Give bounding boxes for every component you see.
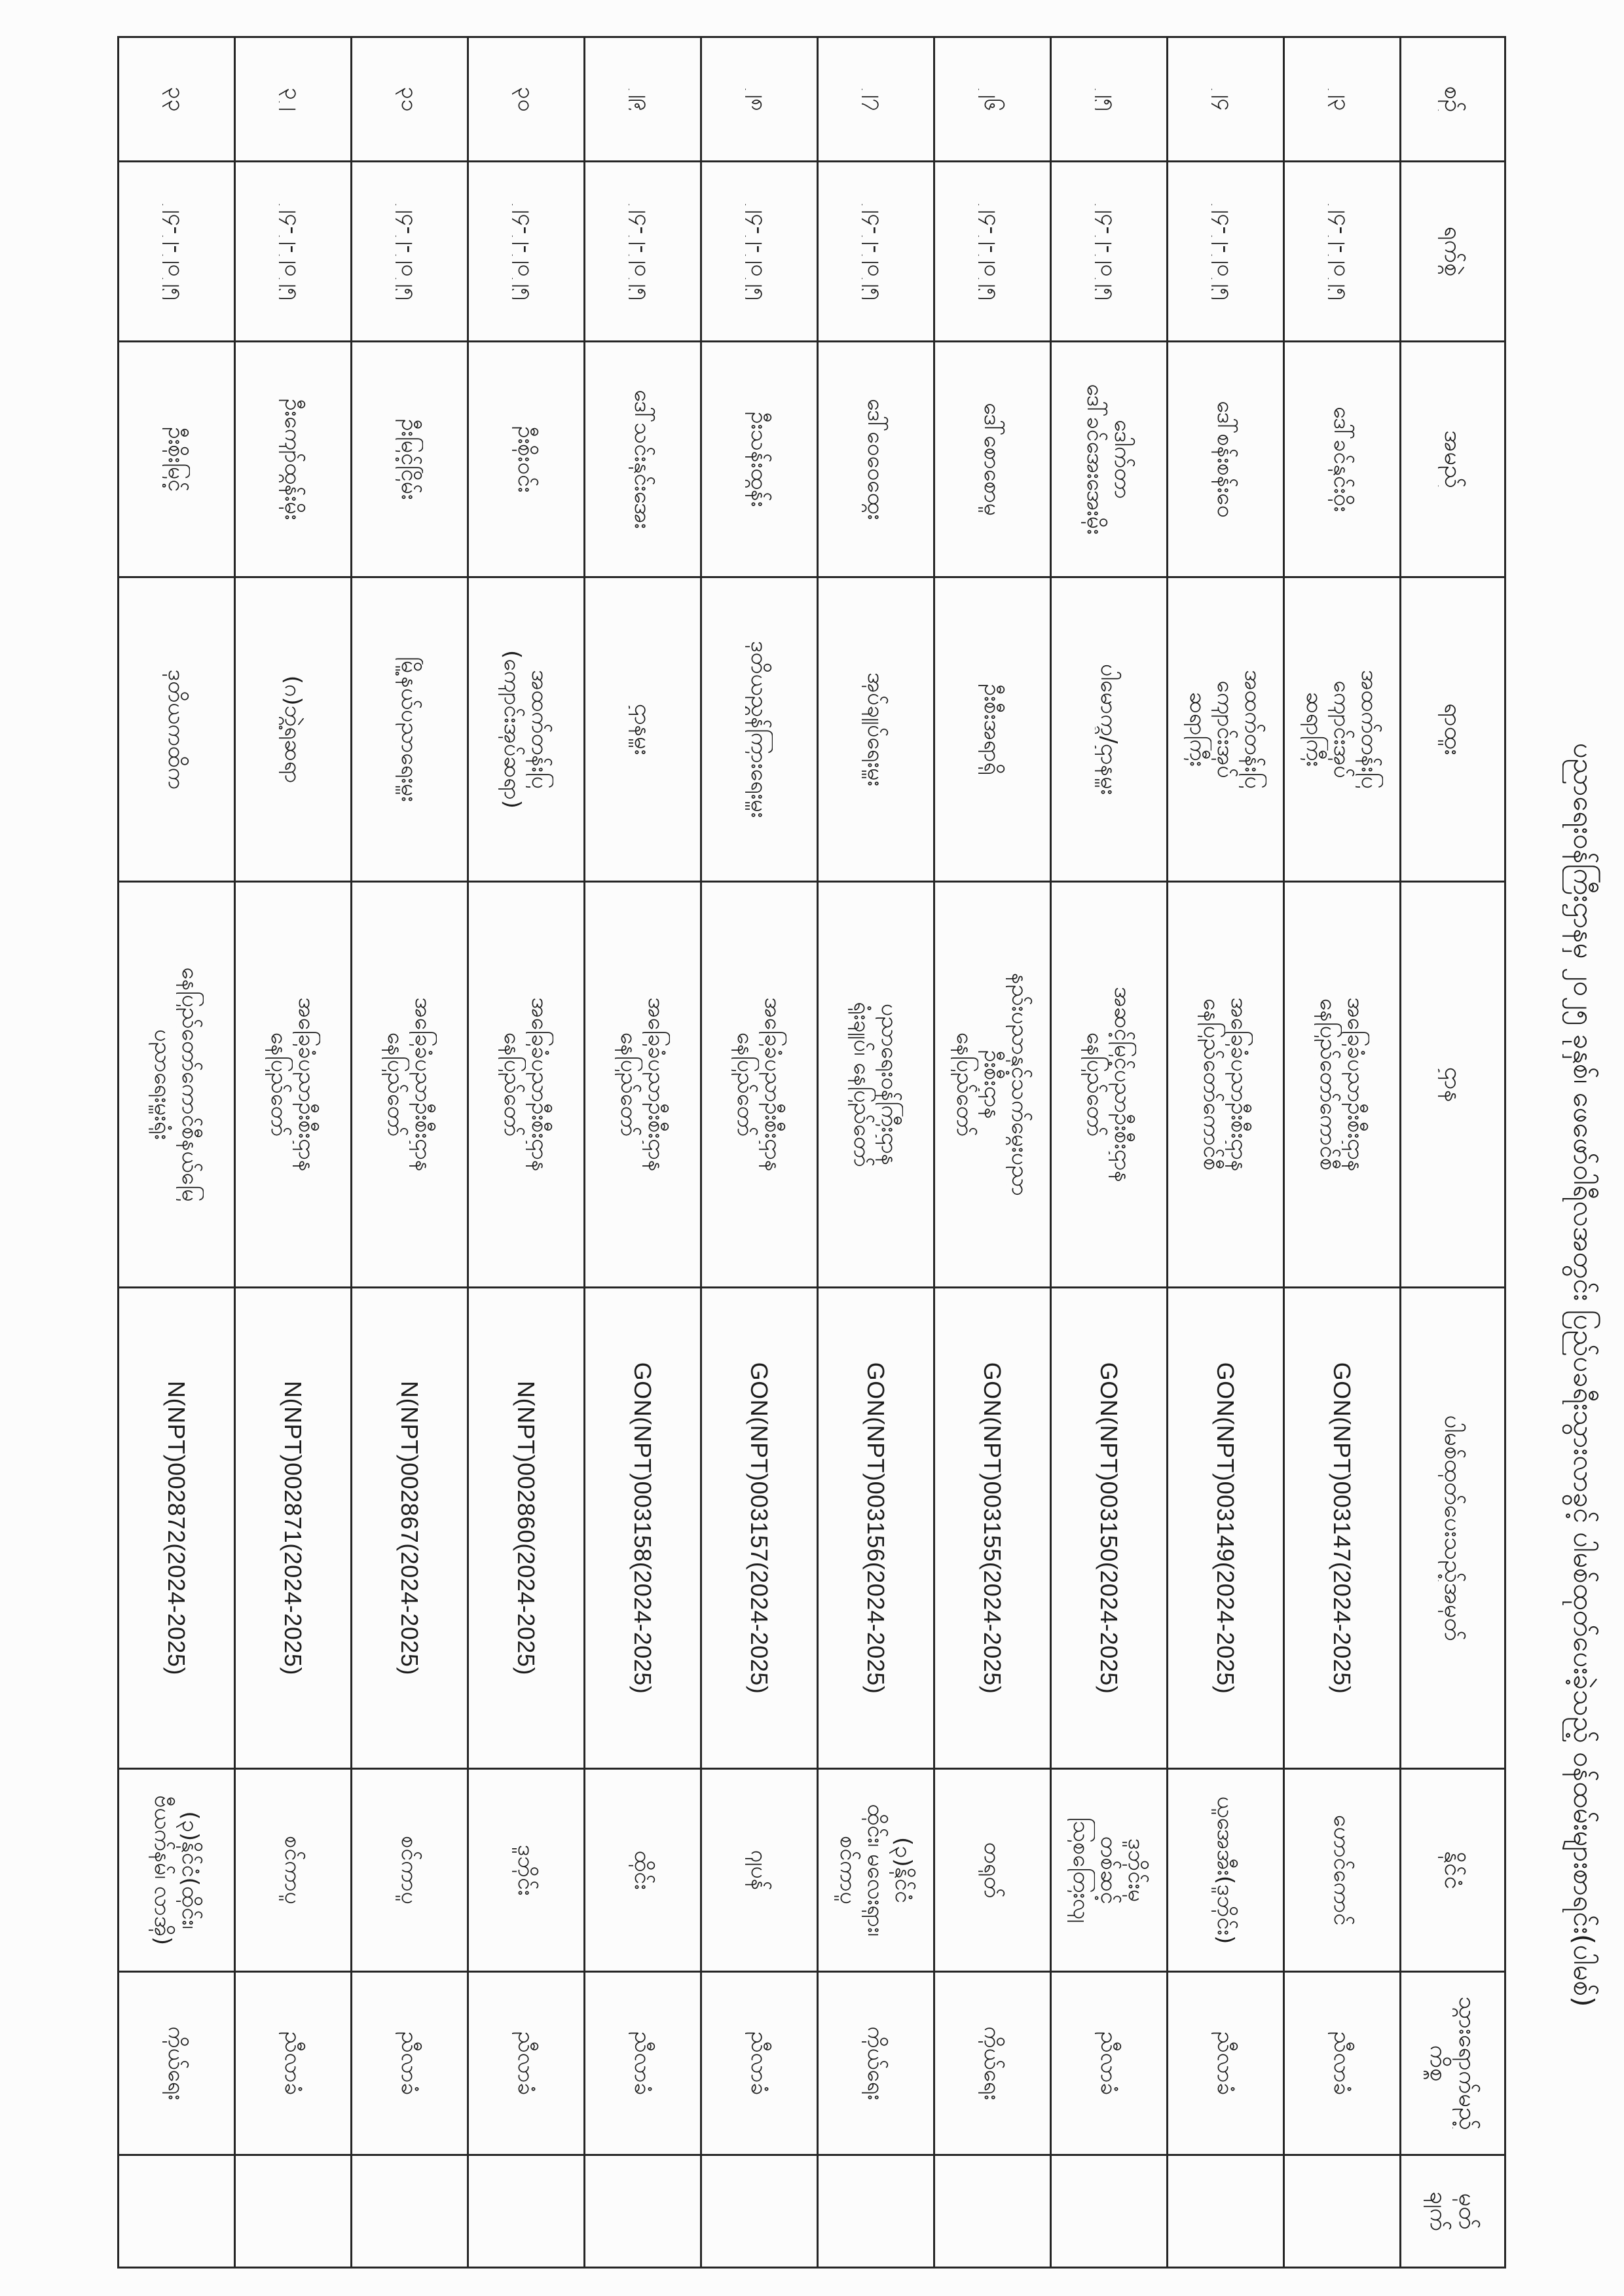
row-number-text: ၂၄: [1212, 87, 1239, 111]
position-cell: [1168, 577, 1284, 882]
name-cell: [1168, 342, 1284, 577]
table-row: [818, 37, 934, 2268]
purpose-cell: [585, 1972, 701, 2155]
position-cell: [468, 577, 585, 882]
row-number-text: ၂၈: [746, 87, 773, 111]
position-text: (ဂ)ဘွဲ့ရဆရာ: [280, 675, 306, 784]
row-number-text: ၃၁: [396, 86, 423, 112]
name-cell: [701, 342, 818, 577]
permit-number-text: N(NPT)002867(2024-2025): [396, 1381, 424, 1675]
position-cell: [585, 577, 701, 882]
date-cell: [1168, 162, 1284, 342]
name-text: ဒေါ်သင်းနှင်းအေး: [629, 390, 656, 529]
department-text: အခြေခံပညာဦးစီးဌာန: [1226, 997, 1253, 1172]
row-number-text: ၃၂: [280, 87, 306, 111]
remarks-cell: [701, 2155, 818, 2268]
name-cell: [818, 342, 934, 577]
country-cell: [701, 1769, 818, 1972]
position-cell: [701, 577, 818, 882]
department-text: နေပြည်တော်: [616, 1032, 642, 1137]
name-cell: [585, 342, 701, 577]
permit-number-text: GON(NPT)003149(2024-2025): [1212, 1362, 1240, 1694]
row-number-text: ၂၇: [862, 87, 889, 111]
department-text: နေပြည်တော်: [1082, 1032, 1109, 1137]
department-text: အခြေခံပညာဦးစီးဌာန: [760, 997, 786, 1172]
row-number-cell: [468, 37, 585, 162]
header-remarks-label-line: မှတ်: [1454, 2193, 1481, 2230]
purpose-text: ညီလာခံ: [280, 2031, 306, 2096]
date-text: ၂၄-၂-၂၀၂၅: [513, 202, 540, 301]
department-text: အခြေခံပညာဦးစီးဌာန: [526, 997, 553, 1172]
department-text: အခြေခံပညာဦးစီးဌာန: [293, 997, 320, 1172]
position-text: ကျောင်းအုပ်: [1329, 680, 1356, 778]
row-number-text: ၂၅: [1096, 87, 1122, 111]
position-text: ဒုတိယညွှန်ကြားရေးမှူး: [746, 640, 773, 818]
position-cell: [818, 577, 934, 882]
table-row: [119, 37, 235, 2268]
department-text: ဦးစီးဌာန: [979, 1049, 1006, 1120]
position-cell: [235, 577, 352, 882]
position-text: အုပ်ချုပ်ရေးမှူး: [862, 672, 889, 787]
purpose-cell: [1284, 1972, 1401, 2155]
permit-number-cell: [1284, 1288, 1401, 1769]
position-text: အထက်တန်းပြ: [1240, 670, 1266, 789]
name-text: ဦးကျော်ထွန်းမိုး: [280, 398, 306, 520]
header-purpose-label-line: ကိစ္စ: [1425, 2045, 1452, 2082]
date-cell: [235, 162, 352, 342]
country-cell: [1168, 1769, 1284, 1972]
purpose-text: ညီလာခံ: [1329, 2031, 1356, 2096]
header-position-label: ရာထူး: [1439, 703, 1467, 756]
name-text: ဦးမြင့်ငြိမ်း: [396, 418, 423, 500]
purpose-cell: [818, 1972, 934, 2155]
name-text: ဒေါ်ဝေဝေထွေး: [862, 398, 889, 520]
department-text: နေပြည်တော်: [266, 1032, 293, 1137]
header-position: [1401, 577, 1505, 882]
table-row: [468, 37, 585, 2268]
position-text: ဌာနမှူး: [629, 703, 656, 756]
date-cell: [1051, 162, 1168, 342]
header-permit-label: ပါမစ်ထုတ်ပေးသည့်အမှတ်: [1439, 1415, 1467, 1641]
purpose-text: ညီလာခံ: [396, 2031, 423, 2096]
table-row: [934, 37, 1051, 2268]
position-text: ဆရာကြီး: [1301, 692, 1328, 767]
header-row: [1401, 37, 1505, 2268]
purpose-cell: [934, 1972, 1051, 2155]
position-cell: [1284, 577, 1401, 882]
name-text: ဦးစိုးဝင်း: [513, 426, 540, 493]
row-number-cell: [352, 37, 468, 162]
purpose-text: ညီလာခံ: [1096, 2031, 1122, 2096]
department-text: နေပြည်တော်: [951, 1032, 978, 1137]
permit-number-cell: [468, 1288, 585, 1769]
permit-number-cell: [1168, 1288, 1284, 1769]
remarks-cell: [119, 2155, 235, 2268]
country-text: ထိုင်း: [629, 1850, 656, 1890]
name-text: ဒေါ်စန်းစန်းဝေ: [1212, 401, 1239, 518]
row-number-cell: [119, 37, 235, 162]
department-text: နေပြည်တော်ကောင်စီ: [1315, 998, 1342, 1171]
purpose-cell: [1051, 1972, 1168, 2155]
permit-number-cell: [119, 1288, 235, 1769]
department-text: အခြေခံပညာဦးစီးဌာန: [410, 997, 437, 1172]
permit-number-cell: [1051, 1288, 1168, 1769]
date-text: ၂၄-၂-၂၀၂၅: [396, 202, 423, 301]
name-text: ဒေါ်စောစောမူ: [979, 403, 1006, 516]
date-text: ၂၄-၂-၂၀၂၅: [979, 202, 1006, 301]
purpose-text: ညီလာခံ: [1212, 2031, 1239, 2096]
permit-number-text: GON(NPT)003156(2024-2025): [862, 1362, 890, 1694]
department-text: နေပြည်တော်: [499, 1032, 526, 1137]
position-text: ဆရာကြီး: [1185, 692, 1211, 767]
permit-number-cell: [701, 1288, 818, 1769]
name-text: ဦးသန်းထွန်း: [746, 411, 773, 507]
country-text: စင်ကာပူ: [396, 1836, 423, 1904]
row-number-text: ၃၃: [163, 86, 190, 112]
table-row: [235, 37, 352, 2268]
department-text: နေပြည်တော်ကောင်စီ: [1198, 998, 1225, 1171]
department-cell: [934, 882, 1051, 1288]
country-text: စင်ကာပူ: [280, 1836, 306, 1904]
date-text: ၂၄-၂-၂၀၂၅: [862, 202, 889, 301]
department-text: အခြေခံပညာဦးစီးဌာန: [643, 997, 670, 1172]
country-cell: [468, 1769, 585, 1972]
country-cell: [934, 1769, 1051, 1972]
purpose-cell: [1168, 1972, 1284, 2155]
country-text: ဒူဘိုင်းမှ: [1123, 1838, 1150, 1903]
permit-number-text: N(NPT)002872(2024-2025): [163, 1381, 191, 1675]
country-text: ဗီယက်နမ်၊ လာအို): [149, 1795, 176, 1946]
header-no: [1401, 37, 1505, 162]
remarks-cell: [1168, 2155, 1284, 2268]
row-number-text: ၂၃: [1329, 87, 1356, 111]
table-row: [1284, 37, 1401, 2268]
permit-number-cell: [352, 1288, 468, 1769]
country-text: ယူအေအီး(ဒူဘိုင်း): [1212, 1796, 1239, 1944]
purpose-cell: [701, 1972, 818, 2155]
table-row: [1051, 37, 1168, 2268]
permit-table: [117, 36, 1506, 2269]
department-cell: [235, 882, 352, 1288]
header-department: [1401, 882, 1505, 1288]
date-text: ၂၄-၂-၂၀၂၅: [1212, 202, 1239, 301]
purpose-text: ကိုယ်ရေး: [163, 2026, 190, 2100]
permit-number-cell: [235, 1288, 352, 1769]
position-cell: [352, 577, 468, 882]
position-text: အထက်တန်းပြ: [526, 670, 553, 789]
row-number-cell: [818, 37, 934, 162]
position-cell: [1051, 577, 1168, 882]
country-cell: [1051, 1769, 1168, 1972]
header-name: [1401, 342, 1505, 577]
date-text: ၂၄-၂-၂၀၂၅: [1096, 202, 1122, 301]
name-cell: [119, 342, 235, 577]
row-number-cell: [701, 37, 818, 162]
department-cell: [119, 882, 235, 1288]
name-cell: [1051, 342, 1168, 577]
row-number-cell: [1284, 37, 1401, 162]
department-text: အခြေခံပညာဦးစီးဌာန: [1342, 997, 1369, 1172]
name-cell: [235, 342, 352, 577]
name-cell: [934, 342, 1051, 577]
date-text: ၂၄-၂-၂၀၂၅: [163, 202, 190, 301]
country-text: ဩစတြေးလျ: [1068, 1817, 1095, 1923]
country-cell: [352, 1769, 468, 1972]
row-number-cell: [235, 37, 352, 162]
remarks-cell: [1284, 2155, 1401, 2268]
name-cell: [468, 342, 585, 577]
department-text: နေပြည်တော်ကောင်စီနယ်မြေ: [177, 967, 204, 1202]
header-purpose-label-line: သွားရောက်မည့်: [1454, 1996, 1481, 2130]
header-department-label: ဌာန: [1439, 1066, 1467, 1102]
header-country: [1401, 1769, 1505, 1972]
document-title: ပညာရေးဝန်ကြီးဌာနမှ ၂၀၂၅ ခုနှစ်၊ ဖေဖော်ဝါရီလအတွင်း ပြည်ပခရီးသွားလာခွင့် ပါမစ်ထုတ်ပေးခဲ့သည့် ဝန်ထမ်းများစာရင်း(ပါမစ်): [1568, 742, 1600, 2007]
department-text: ရုံးချုပ်၊ နေပြည်တော်: [849, 1002, 876, 1167]
country-cell: [585, 1769, 701, 1972]
position-cell: [119, 577, 235, 882]
header-remarks-label-line: ချက်: [1425, 2191, 1452, 2232]
header-country-label: နိုင်ငံ: [1439, 1851, 1467, 1889]
department-cell: [352, 882, 468, 1288]
remarks-cell: [352, 2155, 468, 2268]
table-row: [352, 37, 468, 2268]
permit-number-text: N(NPT)002860(2024-2025): [513, 1381, 540, 1675]
date-cell: [934, 162, 1051, 342]
table-row: [585, 37, 701, 2268]
department-text: နေပြည်တော်: [732, 1032, 759, 1137]
position-text: မြို့နယ်ပညာရေးမှူး: [396, 657, 423, 802]
country-cell: [1284, 1769, 1401, 1972]
position-text: ပါမောက္ခ/ဌာနမှူး: [1096, 663, 1122, 795]
position-text: အထက်တန်းပြ: [1356, 670, 1383, 789]
remarks-cell: [818, 2155, 934, 2268]
row-number-cell: [934, 37, 1051, 162]
date-cell: [701, 162, 818, 342]
department-cell: [701, 882, 818, 1288]
header-remarks: [1401, 2155, 1505, 2268]
row-number-cell: [1168, 37, 1284, 162]
country-text: ဟောင်ကောင်: [1329, 1814, 1356, 1926]
date-text: ၂၄-၂-၂၀၂၅: [629, 202, 656, 301]
date-cell: [585, 162, 701, 342]
purpose-cell: [235, 1972, 352, 2155]
header-date-label: ရက်စွဲ: [1439, 226, 1467, 277]
header-permit: [1401, 1288, 1505, 1769]
row-number-cell: [1051, 37, 1168, 162]
position-text: ဦးစီးအရာရှိ: [979, 683, 1006, 775]
department-cell: [1284, 882, 1401, 1288]
country-cell: [119, 1769, 235, 1972]
date-text: ၂၄-၂-၂၀၂၅: [280, 202, 306, 301]
purpose-cell: [352, 1972, 468, 2155]
row-number-text: ၃၀: [513, 86, 540, 112]
department-cell: [1168, 882, 1284, 1288]
purpose-text: ကိုယ်ရေး: [979, 2026, 1006, 2100]
department-cell: [585, 882, 701, 1288]
date-cell: [1284, 162, 1401, 342]
country-text: တစ်ဆင့်: [1096, 1836, 1122, 1904]
name-text: ဒေါ်ခင်နှင်းဝိုး: [1329, 407, 1356, 512]
table-body: [119, 37, 1401, 2268]
remarks-cell: [1051, 2155, 1168, 2268]
name-text: ဒေါ်ခင်အေးအေးမိုး: [1082, 384, 1109, 535]
date-text: ၂၄-၂-၂၀၂၅: [746, 202, 773, 301]
purpose-cell: [119, 1972, 235, 2155]
purpose-cell: [468, 1972, 585, 2155]
row-number-cell: [585, 37, 701, 162]
permit-number-text: GON(NPT)003157(2024-2025): [746, 1362, 773, 1694]
header-date: [1401, 162, 1505, 342]
permit-number-text: GON(NPT)003155(2024-2025): [979, 1362, 1006, 1694]
country-text: စင်ကာပူ: [835, 1836, 862, 1904]
permit-number-cell: [934, 1288, 1051, 1769]
date-cell: [468, 162, 585, 342]
country-text: တရုတ်: [979, 1842, 1006, 1899]
table-row: [701, 37, 818, 2268]
purpose-text: ညီလာခံ: [513, 2031, 540, 2096]
header-name-label: အမည်: [1439, 430, 1467, 488]
header-no-label: စဉ်: [1439, 86, 1467, 113]
position-cell: [934, 577, 1051, 882]
purpose-text: ညီလာခံ: [629, 2031, 656, 2096]
remarks-cell: [468, 2155, 585, 2268]
date-cell: [119, 162, 235, 342]
department-text: ပညာရေးဝန်ကြီးဌာန: [876, 1003, 903, 1166]
row-number-text: ၂၆: [979, 87, 1006, 111]
permit-number-text: N(NPT)002871(2024-2025): [280, 1381, 307, 1675]
name-cell: [1284, 342, 1401, 577]
header-purpose: [1401, 1972, 1505, 2155]
remarks-cell: [235, 2155, 352, 2268]
permit-number-text: GON(NPT)003150(2024-2025): [1096, 1362, 1123, 1694]
department-text: အဆင့်မြင့်ပညာဦးစီးဌာန: [1109, 987, 1136, 1182]
department-text: နေပြည်တော်: [382, 1032, 409, 1137]
position-text: ဒုတိယကထိက: [163, 669, 190, 790]
country-text: ဂျပန်: [746, 1850, 773, 1891]
country-text: ထိုင်း၊ မလေးရှား၊: [862, 1804, 889, 1937]
country-text: ဒူဘိုင်း: [513, 1844, 540, 1896]
purpose-text: ညီလာခံ: [746, 2031, 773, 2096]
permit-number-cell: [585, 1288, 701, 1769]
position-text: (ကျောင်းအုပ်ဆရာ): [499, 649, 526, 809]
name-text: ဦးစိုးမြင့်: [163, 426, 190, 492]
permit-number-text: GON(NPT)003147(2024-2025): [1329, 1362, 1356, 1694]
department-cell: [818, 882, 934, 1288]
date-cell: [818, 162, 934, 342]
country-text: (၃)နိုင်ငံ(ထိုင်း၊: [177, 1811, 204, 1929]
table-row: [1168, 37, 1284, 2268]
date-text: ၂၄-၂-၂၀၂၅: [1329, 202, 1356, 301]
department-text: နည်းပညာနှင့်သက်မွေးပညာ: [1006, 973, 1033, 1196]
remarks-cell: [585, 2155, 701, 2268]
name-cell: [352, 342, 468, 577]
row-number-text: ၂၉: [629, 87, 656, 111]
name-text: ဒေါက်တာ: [1109, 419, 1136, 500]
department-text: ပညာရေးမှူးရုံး: [149, 1029, 176, 1140]
country-text: (၃)နိုင်ငံ: [890, 1837, 917, 1903]
purpose-text: ကိုယ်ရေး: [862, 2026, 889, 2100]
department-cell: [1051, 882, 1168, 1288]
country-cell: [235, 1769, 352, 1972]
permit-number-text: GON(NPT)003158(2024-2025): [629, 1362, 657, 1694]
department-cell: [468, 882, 585, 1288]
date-cell: [352, 162, 468, 342]
remarks-cell: [934, 2155, 1051, 2268]
permit-number-cell: [818, 1288, 934, 1769]
country-cell: [818, 1769, 934, 1972]
position-text: ကျောင်းအုပ်: [1212, 680, 1239, 778]
